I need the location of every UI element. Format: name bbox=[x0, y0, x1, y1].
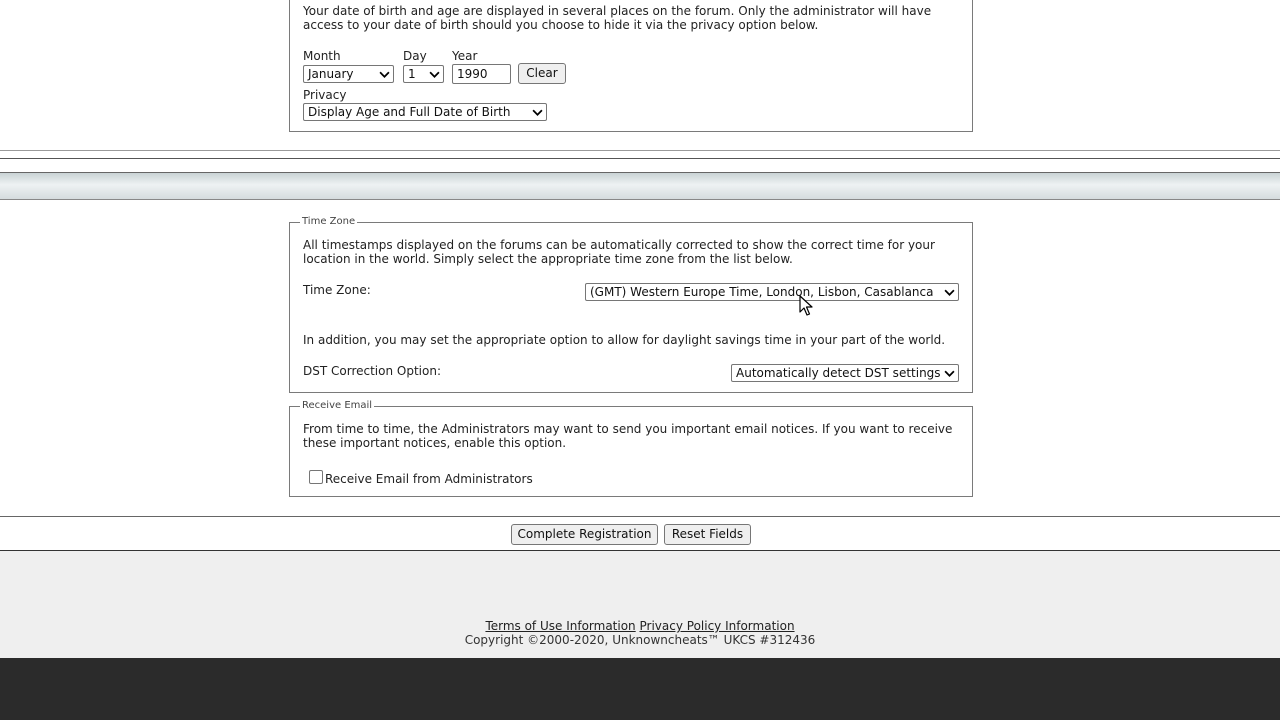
birthday-description-line1: Your date of birth and age are displayed in several places on the forum. Only the administrator will have bbox=[303, 4, 932, 18]
day-label: Day bbox=[403, 49, 427, 63]
privacy-select-value: Display Age and Full Date of Birth bbox=[308, 105, 511, 119]
chevron-down-icon bbox=[944, 368, 955, 379]
footer-copyright: Copyright ©2000-2020, Unknowncheats™ UKCS #312436 bbox=[464, 633, 816, 647]
month-select-value: January bbox=[308, 67, 354, 81]
footer-links bbox=[0, 619, 1280, 633]
year-label: Year bbox=[452, 49, 478, 63]
timezone-description-line2: location in the world. Simply select the appropriate time zone from the list below. bbox=[303, 252, 793, 266]
day-select-value: 1 bbox=[408, 67, 416, 81]
year-input[interactable]: 1990 bbox=[452, 64, 511, 84]
chevron-down-icon bbox=[532, 107, 543, 118]
month-select[interactable] bbox=[303, 65, 394, 83]
terms-of-use-link[interactable]: Terms of Use Information bbox=[485, 619, 636, 633]
dst-select-value: Automatically detect DST settings bbox=[736, 366, 941, 380]
section-separator-band bbox=[0, 172, 1280, 200]
timezone-fieldset bbox=[289, 216, 973, 393]
day-select[interactable] bbox=[403, 65, 444, 83]
dst-select[interactable] bbox=[731, 364, 959, 382]
email-description-line2: these important notices, enable this option. bbox=[303, 436, 567, 450]
privacy-policy-link[interactable]: Privacy Policy Information bbox=[639, 619, 795, 633]
dst-description: In addition, you may set the appropriate option to allow for daylight savings time in your part of the world. bbox=[303, 333, 946, 347]
timezone-select-value: (GMT) Western Europe Time, London, Lisbon, Casablanca bbox=[590, 285, 934, 299]
clear-birthday-button[interactable]: Clear bbox=[518, 63, 566, 84]
section-divider-top-2 bbox=[0, 158, 1280, 159]
reset-fields-button[interactable]: Reset Fields bbox=[664, 524, 751, 545]
section-divider-top bbox=[0, 150, 1280, 151]
mouse-pointer-icon bbox=[799, 295, 813, 317]
receive-email-label[interactable]: Receive Email from Administrators bbox=[325, 472, 533, 486]
receive-email-checkbox[interactable] bbox=[309, 470, 323, 484]
birthday-description-line2: access to your date of birth should you choose to hide it via the privacy option below. bbox=[303, 18, 819, 32]
timezone-legend: Time Zone bbox=[302, 216, 356, 227]
privacy-select[interactable] bbox=[303, 103, 547, 121]
bottom-bar bbox=[0, 658, 1280, 720]
footer bbox=[0, 551, 1280, 658]
timezone-label: Time Zone: bbox=[303, 283, 371, 297]
action-bar-top-border bbox=[0, 516, 1280, 517]
dst-label: DST Correction Option: bbox=[303, 364, 441, 378]
chevron-down-icon bbox=[429, 69, 440, 80]
privacy-label: Privacy bbox=[303, 88, 347, 102]
email-fieldset bbox=[289, 400, 973, 497]
timezone-select[interactable] bbox=[585, 283, 959, 301]
month-label: Month bbox=[303, 49, 341, 63]
email-description-line1: From time to time, the Administrators may want to send you important email notices. If you want to receive bbox=[303, 422, 953, 436]
email-legend: Receive Email bbox=[302, 400, 373, 411]
chevron-down-icon bbox=[944, 287, 955, 298]
birthday-fieldset bbox=[289, 0, 973, 132]
timezone-description-line1: All timestamps displayed on the forums can be automatically corrected to show the correct time for your bbox=[303, 238, 935, 252]
chevron-down-icon bbox=[379, 69, 390, 80]
complete-registration-button[interactable]: Complete Registration bbox=[511, 524, 658, 545]
